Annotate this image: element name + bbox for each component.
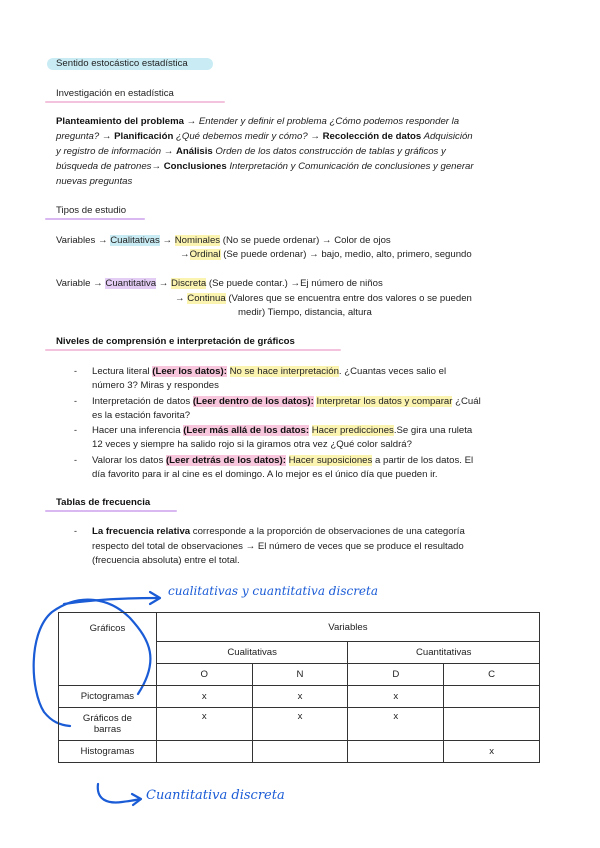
niveles-item-1-cont: número 3? Miras y respondes — [92, 380, 219, 391]
header-variables: Variables — [156, 613, 539, 642]
heading-tablas: Tablas de frecuencia — [56, 497, 151, 508]
table-cell: x — [348, 708, 444, 741]
heading-niveles: Niveles de comprensión e interpretación de gráficos — [56, 336, 295, 347]
table-cell: x — [348, 686, 444, 708]
table-header-row — [59, 613, 540, 642]
investigacion-line-4: búsqueda de patrones→ Conclusiones Interpretación y Comunicación de conclusiones y generar — [56, 161, 474, 172]
table-cell — [348, 741, 444, 763]
table-cell: x — [156, 686, 252, 708]
table-cell — [444, 686, 540, 708]
table-row — [59, 686, 540, 708]
col-header: C — [444, 664, 540, 686]
table-cell — [156, 741, 252, 763]
header-graficos: Gráficos — [59, 613, 157, 686]
tablas-para-3: (frecuencia absoluta) entre el total. — [92, 555, 240, 566]
handwritten-note-top: cualitativas y cuantitativa discreta — [168, 584, 379, 598]
header-cualitativas: Cualitativas — [156, 642, 348, 664]
row-label: Histogramas — [59, 741, 157, 763]
bullet: - — [74, 455, 77, 465]
table-row — [59, 708, 540, 741]
tablas-para-2: respecto del total de observaciones → El número de veces que se produce el resultado — [92, 541, 464, 552]
handwritten-note-bottom: Cuantitativa discreta — [146, 788, 285, 803]
bottom-arrow-icon — [98, 784, 140, 802]
bullet: - — [74, 396, 77, 406]
graphics-table — [58, 612, 540, 763]
niveles-item-2-cont: es la estación favorita? — [92, 410, 191, 421]
tipos-row-2: →Ordinal (Se puede ordenar) → bajo, medio, alto, primero, segundo — [180, 249, 472, 260]
table-cell — [252, 741, 348, 763]
heading-tipos: Tipos de estudio — [56, 205, 127, 216]
investigacion-line-5: nuevas preguntas — [56, 176, 133, 187]
tipos-row-3: Variable → Cuantitativa → Discreta (Se puede contar.) →Ej número de niños — [56, 278, 383, 289]
niveles-item-3: Hacer una inferencia (Leer más allá de los datos: Hacer predicciones.Se gira una ruleta — [92, 425, 473, 436]
niveles-item-2: Interpretación de datos (Leer dentro de los datos): Interpretar los datos y comparar ¿Cuál — [92, 396, 481, 407]
heading-investigacion: Investigación en estadística — [56, 88, 174, 99]
row-label: Pictogramas — [59, 686, 157, 708]
niveles-item-4-cont: día favorito para ir al cine es el domingo. A lo mejor es el único día que pueden ir. — [92, 469, 438, 480]
bullet: - — [74, 366, 77, 376]
niveles-item-4: Valorar los datos (Leer detrás de los datos): Hacer suposiciones a partir de los datos. El — [92, 455, 474, 466]
col-header: O — [156, 664, 252, 686]
niveles-item-3-cont: 12 veces y siempre ha salido rojo si la giramos otra vez ¿Qué color saldrá? — [92, 439, 412, 450]
table-cell: x — [252, 686, 348, 708]
tipos-row-4: → Continua (Valores que se encuentra entre dos valores o se pueden — [175, 293, 472, 304]
table-cell: x — [156, 708, 252, 741]
table-cell — [444, 708, 540, 741]
table-row — [59, 741, 540, 763]
col-header: D — [348, 664, 444, 686]
investigacion-line-3: y registro de información → Análisis Orden de los datos construcción de tablas y gráficos y — [56, 146, 446, 157]
bullet: - — [74, 526, 77, 536]
page-title: Sentido estocástico estadística — [56, 58, 188, 69]
row-label: Gráficos de barras — [59, 708, 157, 741]
bullet: - — [74, 425, 77, 435]
header-cuantitativas: Cuantitativas — [348, 642, 540, 664]
table-cell: x — [444, 741, 540, 763]
arrow-to-note-icon — [64, 598, 158, 604]
tablas-para-1: La frecuencia relativa corresponde a la proporción de observaciones de una categoría — [92, 526, 465, 537]
investigacion-line-2: pregunta? → Planificación ¿Qué debemos medir y cómo? → Recolección de datos Adquisición — [56, 131, 473, 142]
investigacion-line-1: Planteamiento del problema → Entender y definir el problema ¿Cómo podemos responder la — [56, 116, 460, 127]
tipos-row-5: medir) Tiempo, distancia, altura — [238, 307, 372, 318]
tipos-row-1: Variables → Cualitativas → Nominales (No se puede ordenar) → Color de ojos — [56, 235, 391, 246]
niveles-item-1: Lectura literal (Leer los datos): No se hace interpretación. ¿Cuantas veces salio el — [92, 366, 447, 377]
table-cell: x — [252, 708, 348, 741]
col-header: N — [252, 664, 348, 686]
